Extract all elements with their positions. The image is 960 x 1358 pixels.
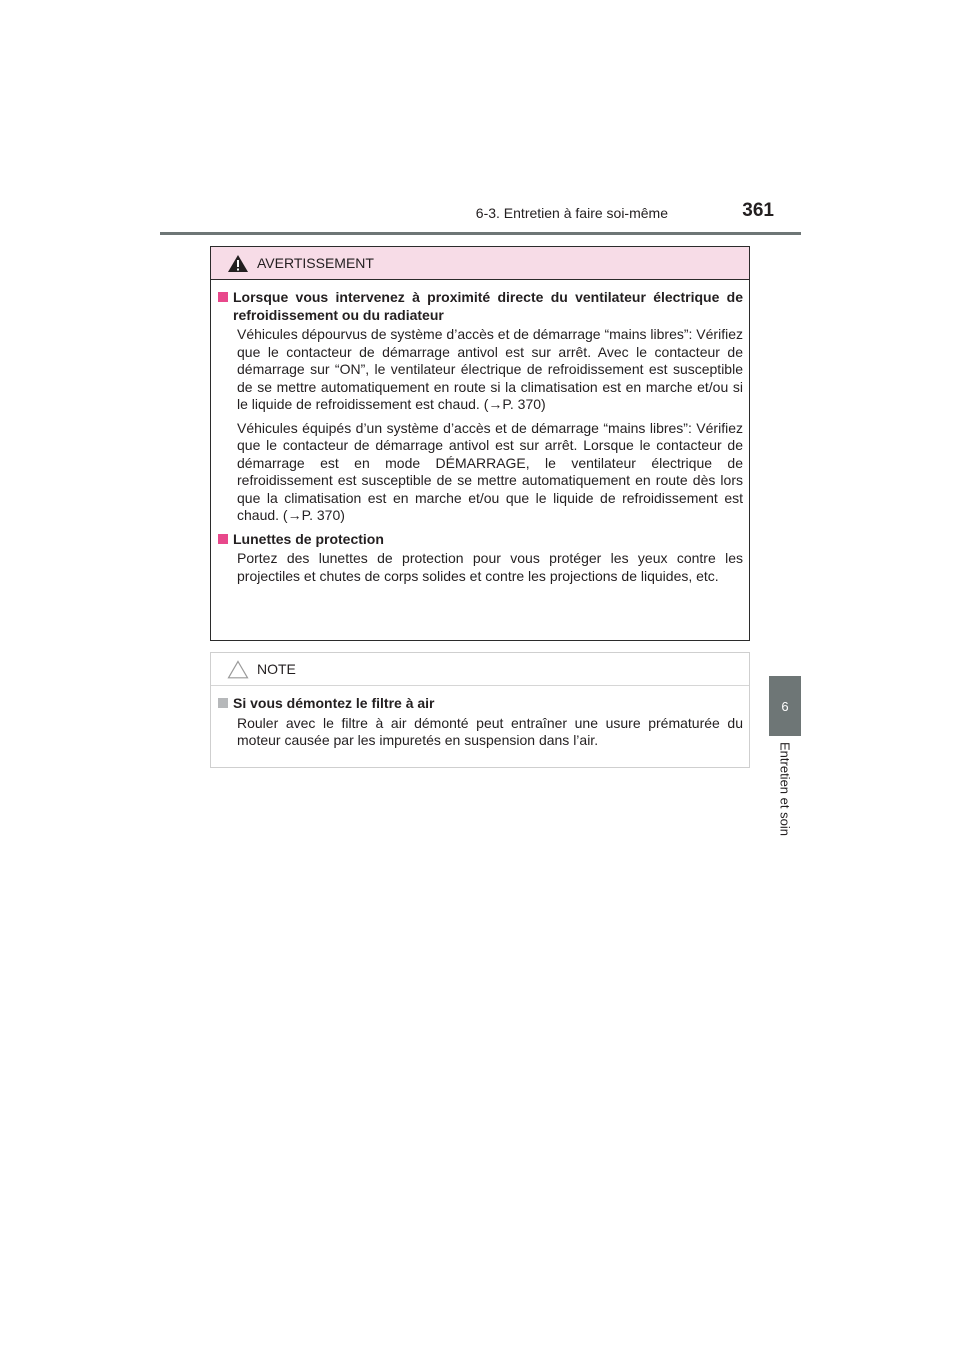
- warning-item: [218, 531, 743, 586]
- warning-box-header: [211, 247, 749, 280]
- warning-box-body: [211, 280, 749, 585]
- warning-item-heading: Lorsque vous intervenez à proximité directe du ventilateur électrique de refroidissement ou du radiateur: [233, 289, 743, 323]
- square-bullet-icon: [218, 698, 228, 708]
- warning-paragraph: Véhicules équipés d’un système d’accès et de démarrage “mains libres”: Vérifiez que le contacteur de démarrage antivol est sur arrêt. Lorsque le contacteur de démarrage est en mode DÉMARRAGE, le ventilateur électrique de refroidissement est susceptible de se mettre automatiquement en route dès lors que la climatisation est en marche et/ou que le liquide de refroidissement est chaud. (→P. 370): [237, 419, 743, 523]
- header-divider: [160, 232, 801, 235]
- note-paragraph: Rouler avec le filtre à air démonté peut entraîner une usure prématurée du moteur causée par les impuretés en suspension dans l’air.: [237, 714, 743, 748]
- square-bullet-icon: [218, 292, 228, 302]
- warning-title: AVERTISSEMENT: [257, 255, 374, 271]
- warning-paragraph: Véhicules dépourvus de système d’accès et de démarrage “mains libres”: Vérifiez que le contacteur de démarrage antivol est sur arrêt. Avec le contacteur de démarrage sur “ON”, le ventilateur électrique de refroidissement est susceptible de se mettre automatiquement en route si la climatisation est en marche et/ou si le liquide de refroidissement est chaud. (→P. 370): [237, 326, 743, 412]
- note-box-header: [211, 653, 749, 686]
- square-bullet-icon: [218, 534, 228, 544]
- chapter-tab-label: Entretien et soin: [777, 742, 793, 836]
- note-item-heading: Si vous démontez le filtre à air: [233, 695, 435, 711]
- warning-item: [218, 289, 743, 525]
- warning-item-heading: Lunettes de protection: [233, 530, 384, 547]
- note-box-body: [211, 686, 749, 750]
- warning-paragraph: Portez des lunettes de protection pour vous protéger les yeux contre les projectiles et chutes de corps solides et contre les projections de liquides, etc.: [237, 550, 743, 584]
- warning-box: [210, 246, 750, 641]
- running-header-section: 6-3. Entretien à faire soi-même: [475, 205, 668, 221]
- warning-triangle-filled-icon: [227, 254, 249, 273]
- page-number: 361: [742, 200, 774, 221]
- chapter-tab-number: 6: [769, 676, 801, 736]
- note-box: [210, 652, 750, 768]
- warning-triangle-outline-icon: [227, 660, 249, 679]
- note-title: NOTE: [257, 661, 296, 677]
- note-item: [218, 695, 743, 750]
